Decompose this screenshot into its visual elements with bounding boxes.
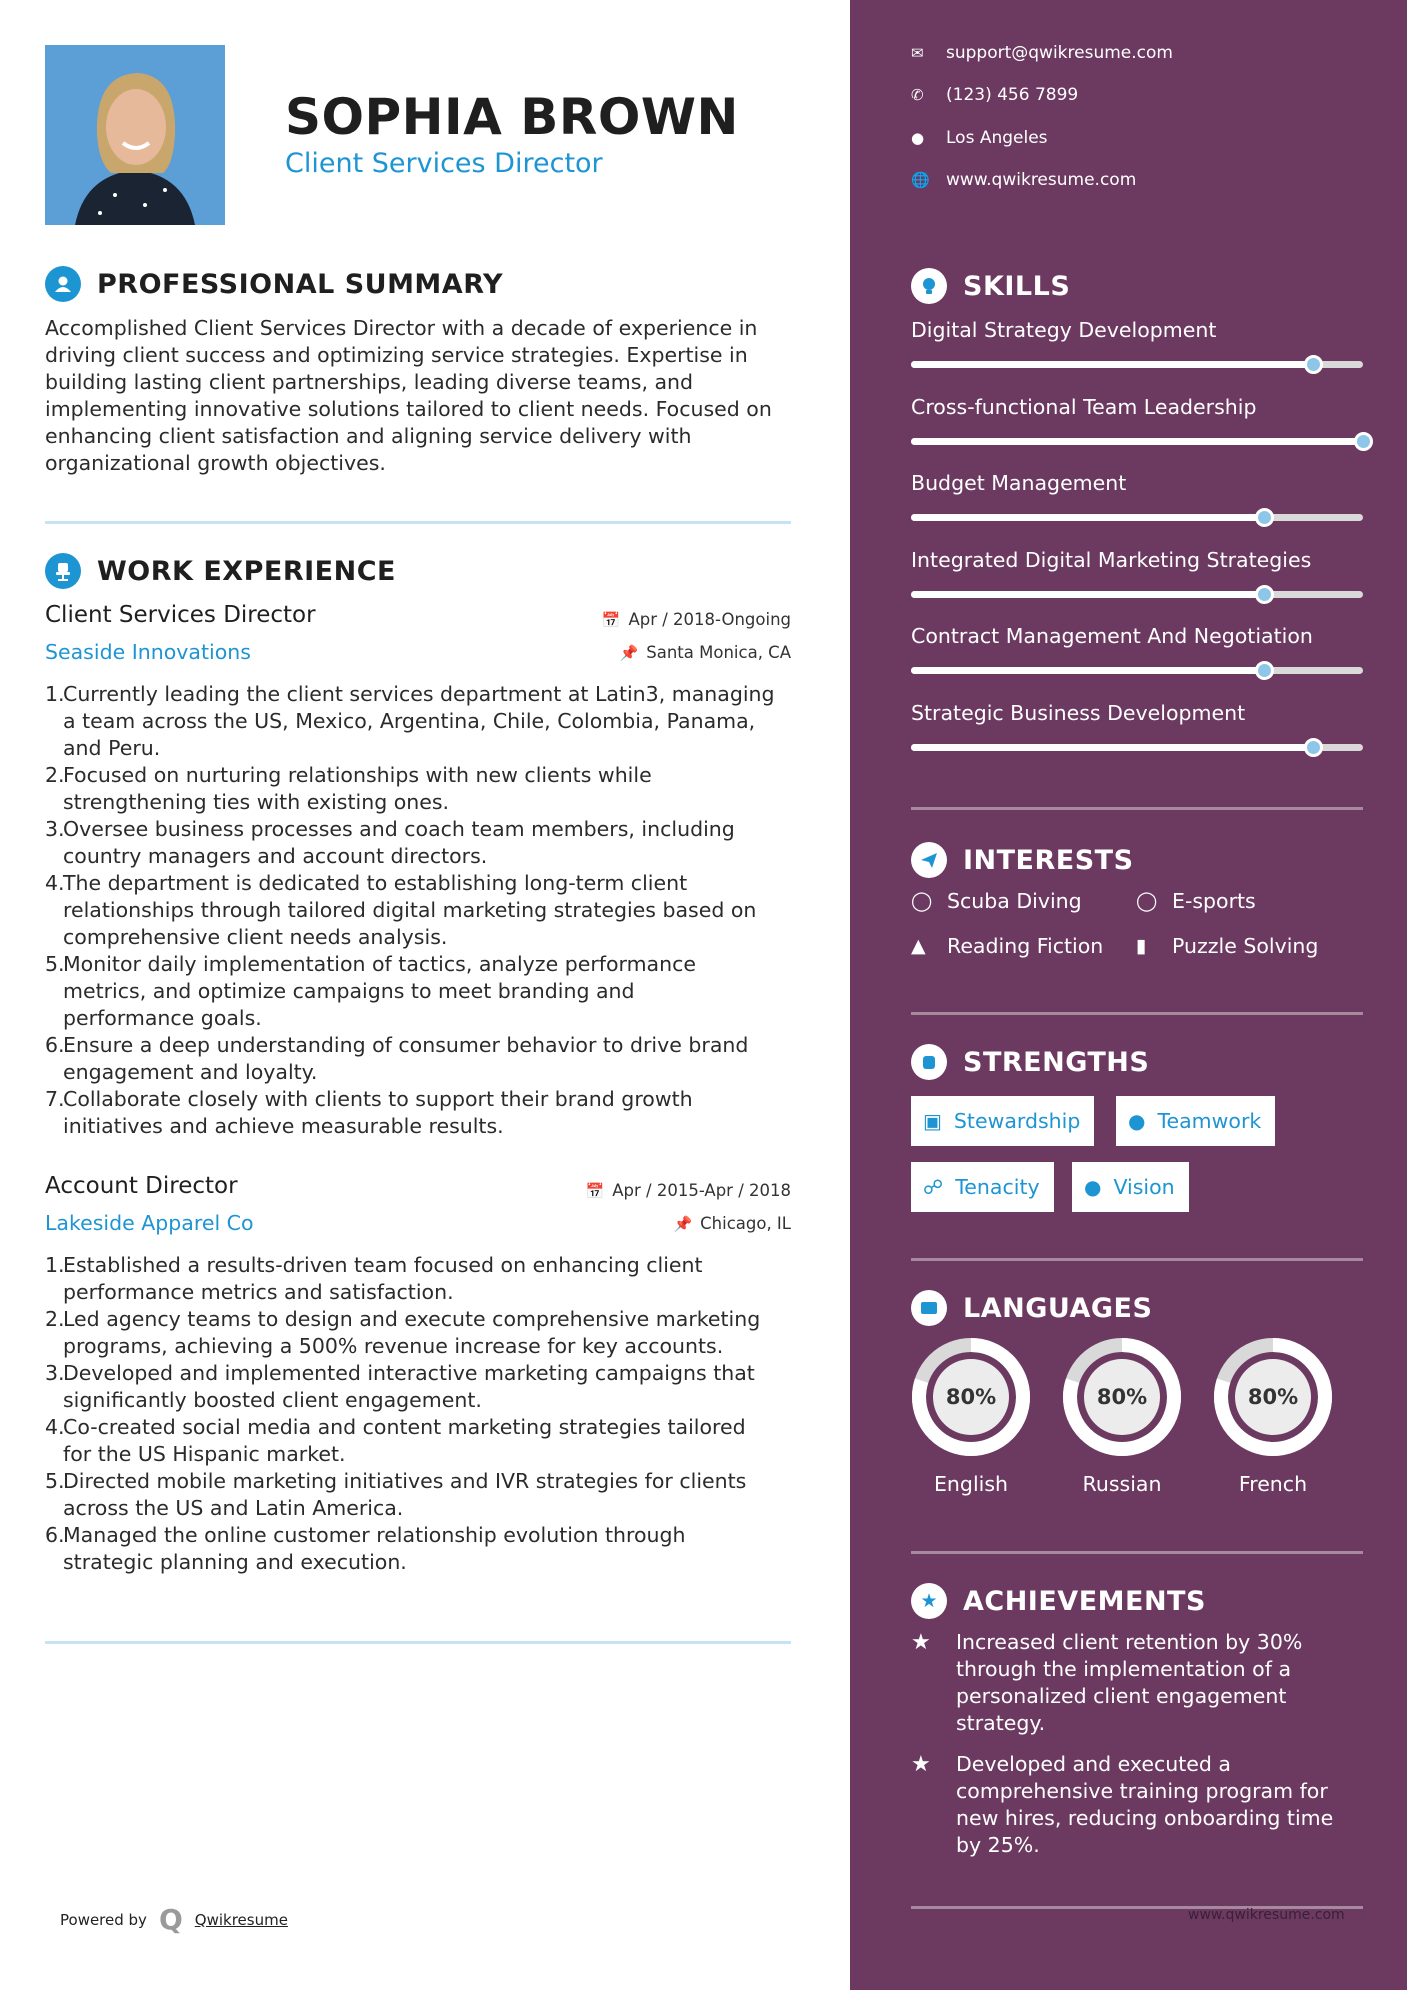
lifebuoy-icon: ◯ <box>911 890 933 912</box>
list-item <box>45 1522 795 1576</box>
list-item <box>45 1252 795 1306</box>
list-item <box>45 1414 795 1468</box>
strength-badge <box>911 1096 1094 1146</box>
section-divider <box>911 1012 1363 1015</box>
strength-badge <box>911 1162 1054 1212</box>
summary-line: Accomplished Client Services Director with a decade of experience in <box>45 316 758 340</box>
item-number: 1. <box>45 1253 65 1277</box>
item-number: 3. <box>45 1361 65 1385</box>
skill-label: Budget Management <box>911 471 1127 495</box>
pin-icon: 📌 <box>673 1214 693 1233</box>
item-line: programs, achieving a 500% revenue increase for key accounts. <box>63 1334 724 1358</box>
achievement-line: comprehensive training program for <box>956 1779 1328 1803</box>
experience-heading-row <box>45 553 396 589</box>
item-number: 2. <box>45 763 65 787</box>
item-number: 3. <box>45 817 65 841</box>
skill-level-knob <box>1354 432 1373 451</box>
interest-item <box>1136 934 1318 958</box>
skill-bar <box>911 361 1363 368</box>
skill-label: Integrated Digital Marketing Strategies <box>911 547 1312 572</box>
achievement-line: by 25%. <box>956 1833 1040 1857</box>
translate-icon <box>911 1290 947 1326</box>
item-line: Led agency teams to design and execute comprehensive marketing <box>63 1307 761 1331</box>
language-gauge <box>1212 1336 1334 1458</box>
item-line: performance metrics and satisfaction. <box>63 1280 454 1304</box>
map-pin-icon: ● <box>911 129 925 147</box>
list-item <box>45 762 795 816</box>
section-divider <box>911 1551 1363 1554</box>
users-icon: ● <box>1128 1109 1146 1133</box>
strength-label: Vision <box>1113 1175 1175 1199</box>
interest-item <box>911 934 1103 958</box>
item-line: Co-created social media and content marketing strategies tailored <box>63 1415 746 1439</box>
skill-bar <box>911 744 1363 751</box>
company-name: Seaside Innovations <box>45 640 251 664</box>
list-item <box>45 816 795 870</box>
item-line: The department is dedicated to establishing long-term client <box>63 871 688 895</box>
item-line: Monitor daily implementation of tactics, analyze performance <box>63 952 696 976</box>
job-dates <box>586 1181 791 1200</box>
item-line: engagement and loyalty. <box>63 1060 318 1084</box>
fist-icon <box>911 1044 947 1080</box>
item-line: Oversee business processes and coach team members, including <box>63 817 735 841</box>
skills-heading: SKILLS <box>963 270 1071 302</box>
skill-label: Digital Strategy Development <box>911 318 1217 342</box>
candidate-title: Client Services Director <box>285 148 603 179</box>
skill-label: Cross-functional Team Leadership <box>911 394 1257 419</box>
powered-by <box>60 1903 288 1936</box>
summary-heading-row <box>45 266 503 302</box>
skill-bar <box>911 438 1363 445</box>
list-item <box>45 1360 795 1414</box>
candidate-name: SOPHIA BROWN <box>285 88 739 146</box>
item-line: Established a results-driven team focused on enhancing client <box>63 1253 703 1277</box>
skill-bar <box>911 514 1363 521</box>
section-divider <box>45 521 791 524</box>
link-icon: ☍ <box>923 1175 944 1199</box>
list-item <box>45 681 795 762</box>
skill-bar-fill <box>911 744 1313 751</box>
skill-bar-fill <box>911 361 1313 368</box>
shooting-star-icon: ★ <box>911 1630 931 1655</box>
strength-label: Stewardship <box>953 1109 1081 1133</box>
profile-photo <box>45 45 225 225</box>
achievement-line: strategy. <box>956 1711 1046 1735</box>
languages-heading-row <box>911 1290 1152 1326</box>
skill-level-knob <box>1255 661 1274 680</box>
skills-heading-row <box>911 268 1070 304</box>
languages-heading: LANGUAGES <box>963 1292 1153 1324</box>
strengths-heading: STRENGTHS <box>963 1046 1150 1078</box>
office-chair-icon <box>45 553 81 589</box>
paper-plane-icon <box>911 842 947 878</box>
phone-text: (123) 456 7899 <box>946 85 1079 105</box>
list-item <box>45 870 795 951</box>
company-name: Lakeside Apparel Co <box>45 1211 254 1235</box>
skill-bar-fill <box>911 667 1264 674</box>
lightbulb-icon <box>911 268 947 304</box>
strengths-heading-row <box>911 1044 1149 1080</box>
job-dates <box>602 610 791 629</box>
footer-url: www.qwikresume.com <box>1188 1907 1345 1923</box>
item-line: Ensure a deep understanding of consumer behavior to drive brand <box>63 1033 749 1057</box>
summary-line: driving client success and optimizing service strategies. Expertise in <box>45 343 748 367</box>
achievements-heading: ACHIEVEMENTS <box>963 1585 1206 1617</box>
item-number: 7. <box>45 1087 65 1111</box>
interest-item <box>1136 889 1256 913</box>
item-line: strategic planning and execution. <box>63 1550 407 1574</box>
lifebuoy-icon: ◯ <box>1136 890 1158 912</box>
item-line: Collaborate closely with clients to support their brand growth <box>63 1087 693 1111</box>
section-divider <box>911 807 1363 810</box>
skill-label: Contract Management And Negotiation <box>911 624 1313 648</box>
item-line: Developed and implemented interactive marketing campaigns that <box>63 1361 755 1385</box>
section-divider <box>911 1258 1363 1261</box>
achievement-line: through the implementation of a <box>956 1657 1292 1681</box>
item-line: comprehensive client needs analysis. <box>63 925 448 949</box>
item-line: significantly boosted client engagement. <box>63 1388 482 1412</box>
item-line: Directed mobile marketing initiatives and IVR strategies for clients <box>63 1469 747 1493</box>
achievement-item <box>911 1751 1351 1859</box>
list-item <box>45 1086 795 1140</box>
skill-level-knob <box>1255 585 1274 604</box>
language-item <box>1212 1336 1334 1496</box>
summary-text <box>45 315 795 477</box>
language-name: English <box>933 1472 1009 1496</box>
language-item <box>1061 1336 1183 1496</box>
item-line: metrics, and optimize campaigns to meet branding and <box>63 979 635 1003</box>
strength-badge <box>1072 1162 1189 1212</box>
interest-label: Puzzle Solving <box>1172 934 1319 958</box>
item-line: strengthening ties with existing ones. <box>63 790 450 814</box>
item-line: for the US Hispanic market. <box>63 1442 346 1466</box>
strength-label: Tenacity <box>955 1175 1040 1199</box>
list-item <box>45 1468 795 1522</box>
interest-label: Reading Fiction <box>947 934 1104 958</box>
language-item <box>910 1336 1032 1496</box>
experience-heading: WORK EXPERIENCE <box>97 555 396 587</box>
item-line: and Peru. <box>63 736 161 760</box>
binoculars-icon: ● <box>1084 1175 1102 1199</box>
qwikresume-link[interactable]: Qwikresume <box>194 1910 288 1929</box>
skill-level-knob <box>1304 738 1323 757</box>
shooting-star-icon: ★ <box>911 1752 931 1777</box>
item-number: 4. <box>45 871 65 895</box>
user-icon <box>45 266 81 302</box>
item-number: 2. <box>45 1307 65 1331</box>
summary-line: organizational growth objectives. <box>45 451 386 475</box>
achievement-line: Increased client retention by 30% <box>956 1630 1303 1654</box>
duties-list <box>45 1252 795 1576</box>
item-line: a team across the US, Mexico, Argentina, Chile, Colombia, Panama, <box>63 709 756 733</box>
summary-heading: PROFESSIONAL SUMMARY <box>97 268 504 300</box>
contact-website <box>911 170 1136 190</box>
contact-location <box>911 128 1048 148</box>
item-number: 1. <box>45 682 65 706</box>
item-line: Managed the online customer relationship evolution through <box>63 1523 686 1547</box>
globe-icon: 🌐 <box>911 171 930 189</box>
location-text: Los Angeles <box>946 128 1048 148</box>
item-line: relationships through tailored digital marketing strategies based on <box>63 898 757 922</box>
section-divider <box>45 1641 791 1644</box>
item-line: across the US and Latin America. <box>63 1496 404 1520</box>
star-icon: ★ <box>911 1583 947 1619</box>
item-line: Currently leading the client services department at Latin3, managing <box>63 682 775 706</box>
achievement-item <box>911 1629 1351 1737</box>
item-number: 4. <box>45 1415 65 1439</box>
pin-icon: 📌 <box>619 643 639 662</box>
gamepad-icon: ▲ <box>911 935 926 957</box>
job-title: Client Services Director <box>45 602 316 628</box>
job-location <box>620 643 791 662</box>
item-line: country managers and account directors. <box>63 844 488 868</box>
language-gauge <box>1061 1336 1183 1458</box>
summary-line: implementing innovative solutions tailored to client needs. Focused on <box>45 397 772 421</box>
achievement-line: personalized client engagement <box>956 1684 1287 1708</box>
skill-bar-fill <box>911 514 1264 521</box>
website-text[interactable]: www.qwikresume.com <box>946 170 1137 190</box>
interest-label: E-sports <box>1172 889 1256 913</box>
achievement-line: new hires, reducing onboarding time <box>956 1806 1334 1830</box>
achievements-heading-row <box>911 1583 1206 1619</box>
book-icon: ▮ <box>1136 935 1147 957</box>
summary-line: enhancing client satisfaction and aligning service delivery with <box>45 424 692 448</box>
list-item <box>45 951 795 1032</box>
skill-bar-fill <box>911 438 1363 445</box>
list-item <box>45 1032 795 1086</box>
interest-label: Scuba Diving <box>947 889 1082 913</box>
skill-level-knob <box>1255 508 1274 527</box>
calendar-icon: 📅 <box>601 610 621 629</box>
briefcase-icon: ▣ <box>923 1109 942 1133</box>
strength-badge <box>1116 1096 1275 1146</box>
calendar-icon: 📅 <box>585 1181 605 1200</box>
item-line: initiatives and achieve measurable results. <box>63 1114 504 1138</box>
job-dates-text: Apr / 2015-Apr / 2018 <box>612 1181 791 1200</box>
job-location-text: Chicago, IL <box>700 1214 791 1233</box>
job-dates-text: Apr / 2018-Ongoing <box>628 610 791 629</box>
job-title: Account Director <box>45 1173 238 1199</box>
item-line: performance goals. <box>63 1006 262 1030</box>
language-name: French <box>1238 1472 1308 1496</box>
skill-label: Strategic Business Development <box>911 700 1246 725</box>
strength-label: Teamwork <box>1157 1109 1262 1133</box>
job-location-text: Santa Monica, CA <box>646 643 791 662</box>
item-number: 6. <box>45 1523 65 1547</box>
language-percent: 80% <box>945 1385 997 1409</box>
contact-email <box>911 43 1173 63</box>
powered-by-label: Powered by <box>60 1910 147 1929</box>
list-item <box>45 1306 795 1360</box>
interests-heading-row <box>911 842 1134 878</box>
item-number: 6. <box>45 1033 65 1057</box>
achievement-line: Developed and executed a <box>956 1752 1231 1776</box>
item-number: 5. <box>45 952 65 976</box>
skill-bar <box>911 667 1363 674</box>
phone-icon: ✆ <box>911 86 924 104</box>
email-text[interactable]: support@qwikresume.com <box>946 43 1173 63</box>
item-number: 5. <box>45 1469 65 1493</box>
qwikresume-logo-icon: Q <box>158 1903 183 1936</box>
duties-list <box>45 681 795 1140</box>
skill-bar-fill <box>911 591 1264 598</box>
job-location <box>673 1214 791 1233</box>
skill-bar <box>911 591 1363 598</box>
contact-phone <box>911 85 1078 105</box>
interest-item <box>911 889 1082 913</box>
language-name: Russian <box>1082 1472 1162 1496</box>
language-percent: 80% <box>1096 1385 1148 1409</box>
envelope-icon: ✉ <box>911 44 924 62</box>
language-percent: 80% <box>1247 1385 1299 1409</box>
interests-heading: INTERESTS <box>963 844 1134 876</box>
item-line: Focused on nurturing relationships with new clients while <box>63 763 652 787</box>
language-gauge <box>910 1336 1032 1458</box>
summary-line: building lasting client partnerships, leading diverse teams, and <box>45 370 694 394</box>
